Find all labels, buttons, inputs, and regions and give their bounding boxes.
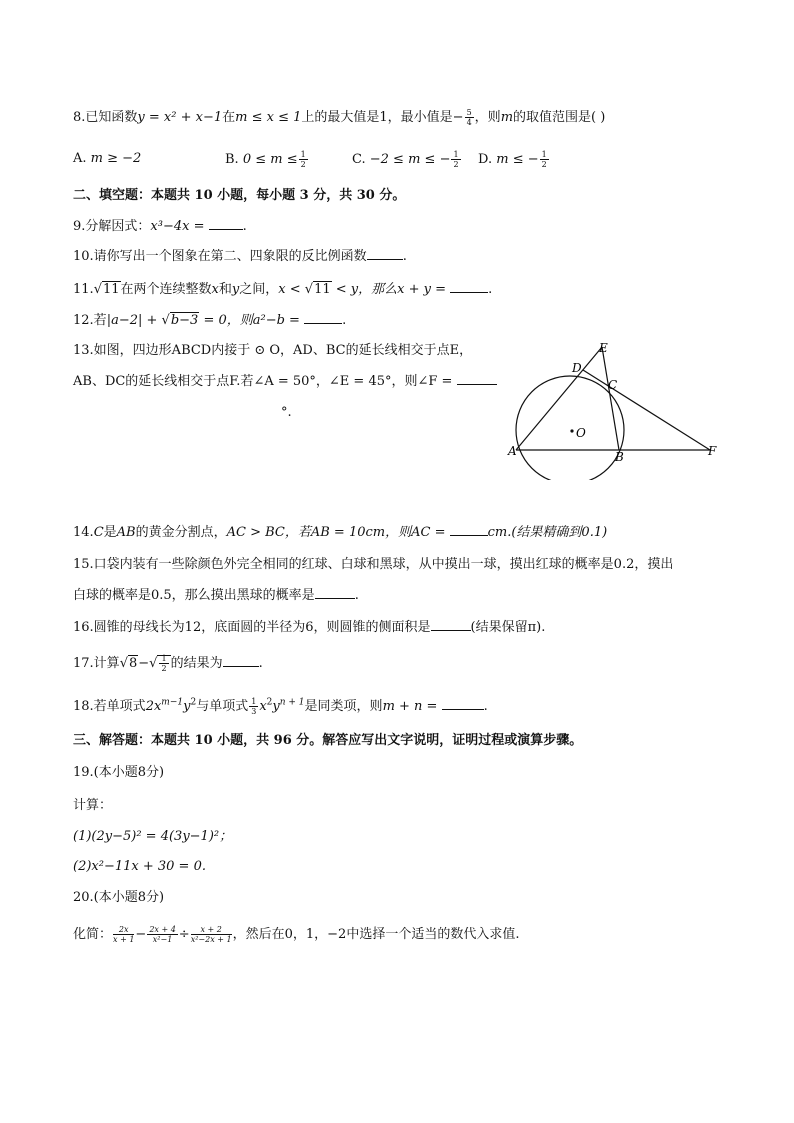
line-dcf [583, 370, 710, 450]
q15-line-2-text: 白球的概率是0.5，那么摸出黑球的概率是 [73, 588, 315, 603]
q20-prompt: 化简： [73, 927, 113, 942]
q8-min-sign: − [452, 110, 464, 125]
q13-degree: °. [281, 405, 292, 420]
q20-f1-denominator: x + 1 [113, 935, 135, 944]
line-ade [516, 347, 602, 450]
option-b-numerator: 1 [300, 150, 306, 159]
q18-sum: m + n = [382, 699, 438, 714]
q8-text-e: 的取值范围是( ) [513, 110, 606, 125]
q11-text-b: 和 [218, 282, 232, 297]
question-20-body [73, 925, 519, 944]
q11-end: . [488, 282, 493, 297]
q8-options [73, 150, 573, 170]
label-f: F [708, 444, 717, 458]
q8-text-a: 已知函数 [85, 110, 138, 125]
q12-number: 12.若 [73, 313, 107, 328]
option-b-expr: 0 ≤ m ≤ [242, 152, 298, 167]
q8-option-b[interactable] [225, 150, 309, 169]
q16-end: (结果保留π). [470, 620, 546, 635]
center-point-o [570, 429, 573, 432]
q17-text-a: 17.计算 [73, 656, 120, 671]
q8-option-c[interactable] [352, 150, 462, 169]
q20-f1-numerator: 2x [113, 925, 134, 935]
label-e: E [599, 341, 608, 355]
q10-answer-blank[interactable] [367, 248, 403, 260]
q18-answer-blank[interactable] [442, 698, 484, 710]
q8-option-a[interactable] [73, 150, 141, 168]
q14-point-c: C [93, 525, 104, 540]
q14-unit: cm.(结果精确到0.1) [487, 525, 608, 540]
q18-mono1: 2x [145, 699, 162, 714]
q20-divide: ÷ [178, 927, 190, 942]
q11-ineq-b: < y，那么 [335, 282, 398, 297]
q8-min-numerator: 5 [466, 108, 472, 117]
label-c: C [608, 378, 618, 392]
q8-text-b: 在 [222, 110, 236, 125]
q16-text: 16.圆锥的母线长为12，底面圆的半径为6，则圆锥的侧面积是 [73, 620, 431, 635]
option-c-label: C. [352, 152, 366, 167]
q11-var-x: x [211, 282, 219, 297]
question-11: 11.√11在两个连续整数x和y之间，x < √11 < y，那么x + y = . [73, 282, 493, 297]
q20-fraction-1 [113, 925, 134, 944]
q9-answer-blank[interactable] [209, 218, 243, 230]
option-d-denominator: 2 [541, 160, 547, 169]
option-b-fraction [299, 150, 308, 169]
option-d-expr: m ≤ − [496, 152, 539, 167]
q20-fraction-2 [147, 925, 177, 944]
q10-text: 10.请你写出一个图象在第二、四象限的反比例函数 [73, 249, 367, 264]
q14-condition: AC > BC，若AB = 10cm，则AC = [226, 525, 446, 540]
option-a-expr: m ≥ −2 [90, 151, 142, 166]
question-13-line-2 [73, 373, 497, 391]
q15-answer-blank[interactable] [315, 587, 355, 599]
q20-fraction-3 [191, 925, 232, 944]
q18-denominator: 3 [251, 707, 257, 716]
q8-text-c: 上的最大值是1，最小值是 [301, 110, 453, 125]
q18-numerator: 1 [251, 697, 257, 706]
q9-text: 9.分解因式： [73, 219, 151, 234]
question-19-prompt: 计算： [73, 798, 113, 813]
q8-function-expr: y = x² + x−1 [137, 110, 223, 125]
option-d-numerator: 1 [541, 150, 547, 159]
q14-text-b: 是 [103, 525, 117, 540]
q14-text-c: 的黄金分割点， [135, 525, 227, 540]
q20-f2-numerator: 2x + 4 [149, 925, 176, 934]
q8-min-denominator: 4 [466, 118, 472, 127]
q20-text-end: ，然后在0，1，−2中选择一个适当的数代入求值. [232, 927, 520, 942]
q13-answer-blank[interactable] [457, 373, 497, 385]
q11-sum: x + y = [397, 282, 446, 297]
q11-text-a: 在两个连续整数 [120, 282, 212, 297]
q18-exp1b: 2 [190, 697, 197, 708]
option-c-fraction [451, 150, 460, 169]
q15-end: . [354, 588, 359, 603]
q12-expr-b: = 0，则 [203, 313, 253, 328]
q16-answer-blank[interactable] [431, 619, 471, 631]
question-15-line-2 [73, 587, 359, 605]
q18-exp2b: n + 1 [279, 697, 305, 708]
q17-numerator: 1 [161, 654, 167, 663]
question-9 [73, 218, 247, 236]
question-14 [73, 524, 607, 542]
label-a: A [508, 444, 517, 458]
q12-answer-blank[interactable] [304, 312, 342, 324]
q13-line-2-text: AB、DC的延长线相交于点F.若∠A = 50°，∠E = 45°，则∠F = [73, 374, 453, 389]
q17-answer-blank[interactable] [223, 655, 259, 667]
question-13-line-1: 13.如图，四边形ABCD内接于 ⊙ O，AD、BC的延长线相交于点E， [73, 343, 473, 358]
q18-mono1b: y [183, 699, 191, 714]
option-b-label: B. [225, 152, 239, 167]
q20-minus: − [135, 927, 147, 942]
q18-exp1: m−1 [161, 697, 184, 708]
option-b-denominator: 2 [300, 160, 306, 169]
section-2-heading: 二、填空题：本题共 10 小题，每小题 3 分，共 30 分。 [73, 188, 406, 203]
label-o: O [576, 426, 586, 440]
q12-end: . [342, 313, 347, 328]
q12-expr-a: |a−2| + [106, 313, 158, 328]
q17-denominator: 2 [161, 664, 167, 673]
q12-radicand: b−3 [170, 313, 199, 328]
q17-end: . [258, 656, 263, 671]
q14-answer-blank[interactable] [450, 524, 488, 536]
question-19-part-2: (2)x²−11x + 30 = 0. [73, 859, 206, 874]
q17-radicand: 8 [128, 656, 138, 671]
question-20-title: 20.(本小题8分) [73, 890, 165, 905]
q14-number: 14. [73, 525, 94, 540]
q8-variable-m: m [500, 110, 514, 125]
q11-number: 11. [73, 282, 94, 297]
option-c-denominator: 2 [453, 160, 459, 169]
question-18 [73, 697, 488, 716]
q17-minus: − [138, 656, 150, 671]
q18-text-b: 与单项式 [196, 699, 249, 714]
label-d: D [572, 361, 582, 375]
q17-fraction [159, 654, 168, 673]
q9-expr: x³−4x = [150, 219, 205, 234]
option-a-label: A. [73, 151, 87, 166]
q11-radicand-2: 11 [314, 282, 331, 297]
q17-text-b: 的结果为 [170, 656, 223, 671]
q12-expr-c: a²−b = [252, 313, 300, 328]
q11-radicand: 11 [102, 282, 120, 297]
question-12: 12.若|a−2| + √b−3 = 0，则a²−b = . [73, 313, 347, 328]
q8-range-expr: m ≤ x ≤ 1 [235, 110, 302, 125]
question-8 [73, 108, 605, 127]
question-15-line-1: 15.口袋内装有一些除颜色外完全相同的红球、白球和黑球，从中摸出一球，摸出红球的概率是0.2，摸出 [73, 557, 674, 572]
q8-min-fraction [465, 108, 474, 127]
question-19-part-1: (1)(2y−5)² = 4(3y−1)²； [73, 829, 233, 844]
q20-f3-denominator: x²−2x + 1 [190, 935, 232, 944]
question-10 [73, 248, 407, 266]
option-d-fraction [540, 150, 549, 169]
section-3-heading: 三、解答题：本题共 10 小题，共 96 分。解答应写出文字说明，证明过程或演算步骤。 [73, 733, 583, 748]
q8-option-d[interactable] [478, 150, 550, 169]
q18-mono2: x [259, 699, 267, 714]
q18-text-c: 是同类项，则 [304, 699, 383, 714]
q18-text-a: 18.若单项式 [73, 699, 146, 714]
circle-quadrilateral-figure [504, 340, 728, 480]
q20-f3-numerator: x + 2 [191, 925, 232, 935]
question-19-title: 19.(本小题8分) [73, 765, 165, 780]
q18-mono2b: y [272, 699, 280, 714]
line-ecb [602, 347, 619, 450]
option-d-label: D. [478, 152, 493, 167]
option-c-expr: −2 ≤ m ≤ − [369, 152, 451, 167]
q9-end: . [242, 219, 247, 234]
q8-number: 8. [73, 110, 86, 125]
q11-var-y: y [231, 282, 240, 297]
q14-segment-ab: AB [116, 525, 136, 540]
option-c-numerator: 1 [453, 150, 459, 159]
q18-fraction [249, 697, 258, 716]
q10-end: . [402, 249, 407, 264]
question-16 [73, 619, 545, 637]
q11-ineq-a: x < [278, 282, 301, 297]
q8-text-d: ，则 [474, 110, 501, 125]
q11-answer-blank[interactable] [450, 281, 488, 293]
q18-exp2: 2 [266, 697, 273, 708]
q11-text-c: 之间， [239, 282, 279, 297]
q18-end: . [483, 699, 488, 714]
q20-f2-denominator: x²−1 [152, 935, 173, 944]
question-17: 17.计算√8−√ $\frac{1}{2}$ 的结果为 . [73, 654, 263, 673]
label-b: B [615, 450, 624, 464]
